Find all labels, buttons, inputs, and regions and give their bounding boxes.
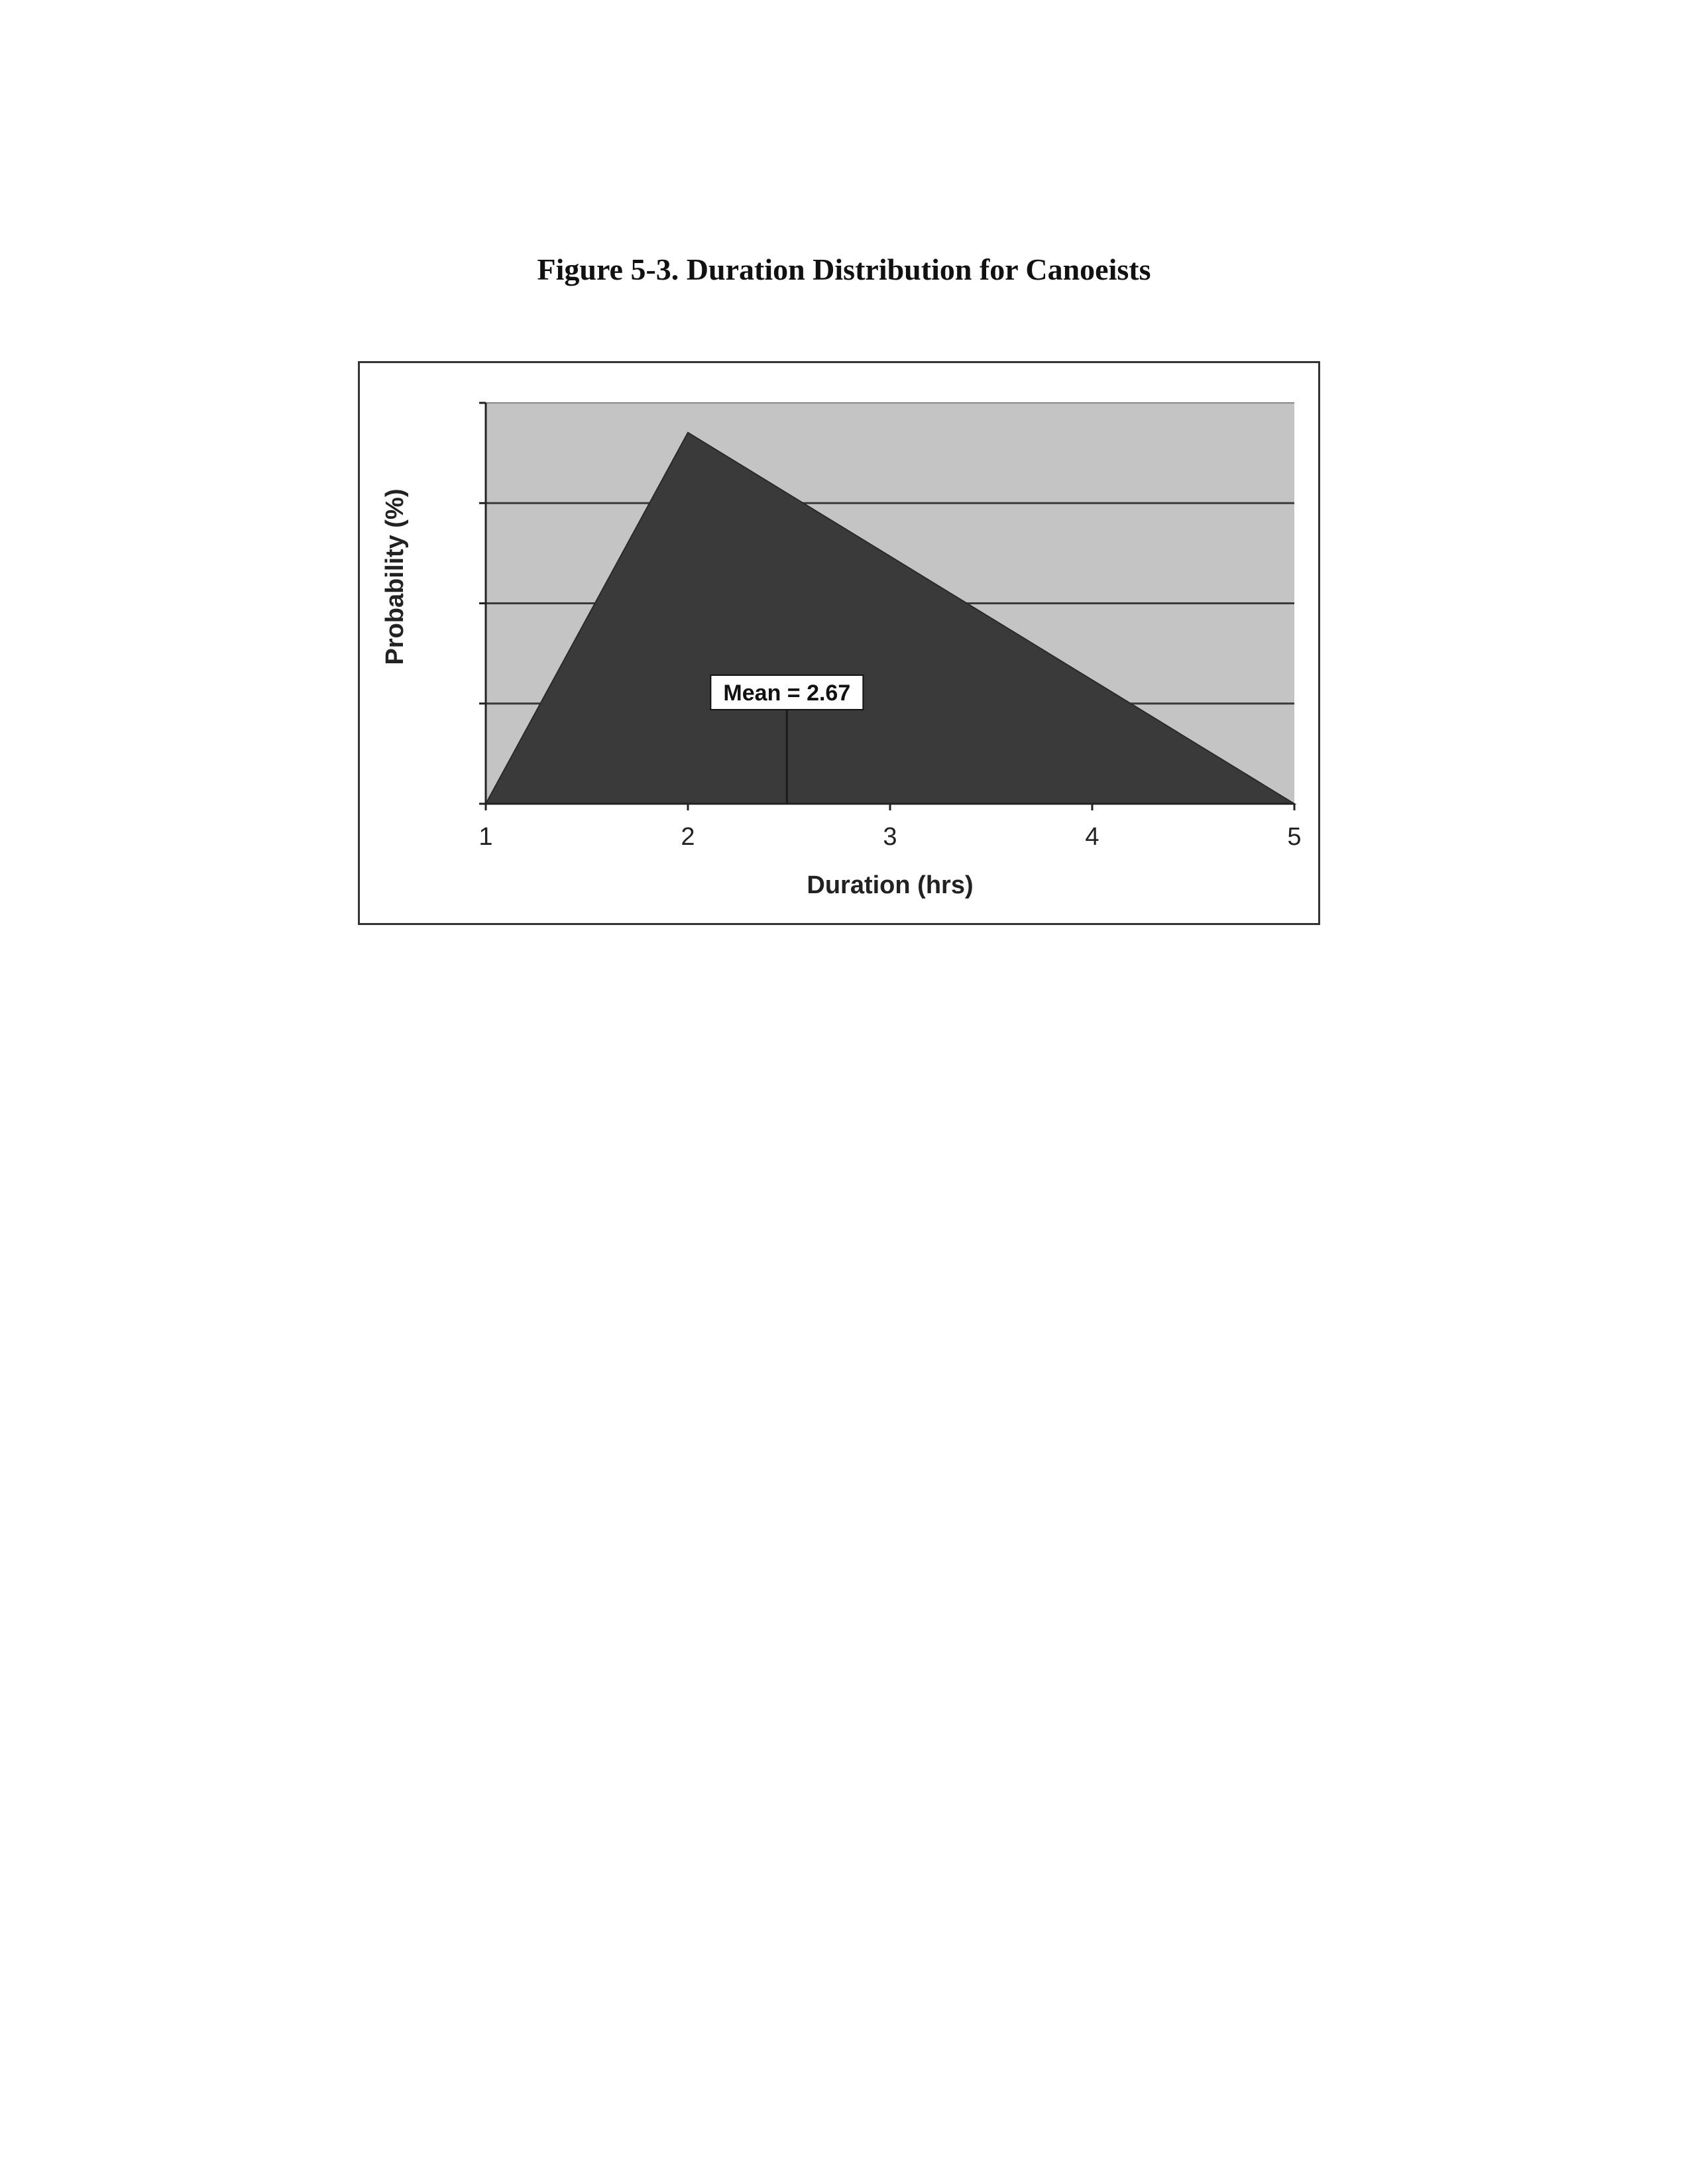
- chart-frame: [358, 361, 1320, 925]
- y-axis-label: Probability (%): [381, 488, 409, 665]
- x-tick-label: 4: [1085, 823, 1099, 851]
- x-tick-label: 2: [681, 823, 695, 851]
- x-axis-ticks: [478, 804, 1301, 851]
- x-tick-label: 1: [478, 823, 493, 851]
- figure-title: Figure 5-3. Duration Distribution for Canoeists: [537, 252, 1151, 286]
- mean-label: Mean = 2.67: [723, 680, 851, 706]
- x-tick-label: 3: [883, 823, 897, 851]
- x-axis-label: Duration (hrs): [807, 871, 974, 899]
- duration-distribution-chart: [360, 363, 1318, 923]
- x-tick-label: 5: [1287, 823, 1302, 851]
